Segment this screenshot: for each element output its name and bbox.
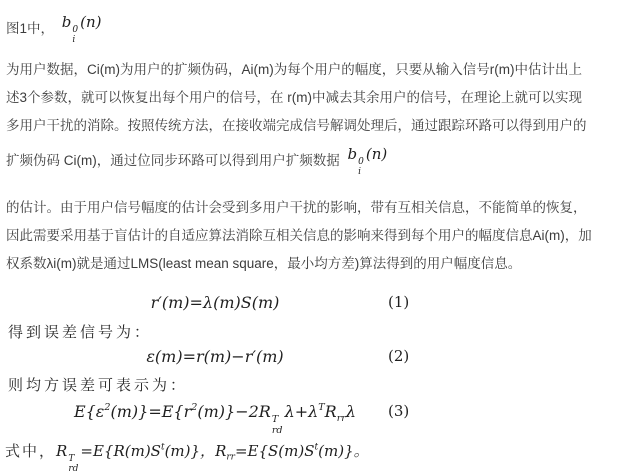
- paragraph-line-text: 扩频伪码 Ci(m)，通过位同步环路可以得到用户扩频数据: [6, 153, 340, 168]
- formula-arg: (n): [365, 145, 388, 163]
- paragraph-line: 权系数λi(m)就是通过LMS(least mean square，最小均方差)算法得到的用户幅度信息。: [6, 256, 522, 271]
- paragraph-line: 多用户干扰的消除。按照传统方法，在接收端完成信号解调处理后，通过跟踪环路可以得到用户的: [6, 118, 587, 133]
- eq3-epsilon: ε: [95, 402, 105, 422]
- formula-base: b: [347, 145, 358, 163]
- footer-text: =E{R(m)S: [80, 442, 161, 460]
- eq3-r: r: [183, 402, 192, 422]
- intro-text: 图1中，: [6, 21, 55, 36]
- footer-text: =E{S(m)S: [234, 442, 315, 460]
- footer-text: (m)}。: [318, 442, 369, 460]
- eq3-R-sub: rr: [336, 413, 346, 425]
- formula-sup: 0: [358, 156, 364, 167]
- eq3-R-sup: T: [271, 414, 279, 426]
- footer-text: (m)}，: [164, 442, 216, 460]
- footer-R-matrix: R: [56, 442, 68, 460]
- inline-formula-bn-mid: [348, 140, 388, 178]
- eq3-lambda-sup: T: [318, 402, 325, 413]
- equation-2: [0, 347, 460, 366]
- eq3-R-supsub: [272, 414, 283, 436]
- formula-sub: i: [358, 167, 362, 178]
- eq3-text: λ: [345, 402, 357, 422]
- paragraph-line-with-formula: [6, 140, 617, 178]
- paragraph-1: [6, 56, 617, 178]
- footer-sup: t: [160, 442, 165, 453]
- footer-R-sup: T: [68, 453, 75, 464]
- paragraph-line: 述3个参数，就可以恢复出每个用户的信号，在 r(m)中减去其余用户的信号，在理论上就可以实现: [6, 90, 582, 105]
- label-error-signal: 得到误差信号为：: [8, 323, 153, 341]
- footer-R-sub: rr: [226, 452, 235, 463]
- formula-sup: 0: [72, 24, 79, 35]
- formula-base: b: [61, 13, 72, 31]
- formula-supsub: [72, 25, 78, 46]
- footer-sup: t: [314, 442, 319, 453]
- label-mse: 则均方误差可表示为：: [8, 376, 189, 394]
- eq3-sup: 2: [191, 402, 198, 413]
- intro-line: [6, 8, 102, 46]
- equation-1-body: r′(m)=λ(m)S(m): [150, 293, 280, 312]
- paragraph-2: [6, 194, 617, 278]
- footer-R-sub: rd: [68, 464, 79, 471]
- equation-2-body: ε(m)=r(m)−r′(m): [146, 347, 284, 366]
- eq3-text: (m)}=E{: [110, 402, 184, 422]
- paragraph-line: 因此需要采用基于盲估计的自适应算法消除互相关信息的影响来得到每个用户的幅度信息Ai(m)，加: [6, 228, 592, 243]
- paragraph-line: 的估计。由于用户信号幅度的估计会受到多用户干扰的影响，带有互相关信息，不能简单的恢复，: [6, 200, 587, 215]
- footer-R-matrix: R: [215, 442, 227, 460]
- eq3-text: E{: [73, 402, 96, 422]
- eq3-sup: 2: [104, 402, 111, 413]
- eq3-text: (m)}−2: [197, 402, 259, 422]
- eq3-R-matrix: R: [258, 402, 271, 422]
- formula-sub: i: [72, 35, 76, 46]
- eq3-text: λ+λ: [284, 402, 319, 422]
- eq3-R-matrix: R: [324, 402, 337, 422]
- formula-supsub: [358, 157, 364, 178]
- equation-3: [0, 402, 490, 437]
- footer-R-supsub: [68, 454, 78, 471]
- formula-arg: (n): [80, 13, 102, 31]
- equation-2-number: (2): [388, 347, 410, 365]
- equation-1-number: (1): [388, 293, 410, 311]
- equation-3-number: (3): [388, 402, 410, 420]
- eq3-R-sub: rd: [271, 425, 283, 437]
- paragraph-line: 为用户数据，Ci(m)为用户的扩频伪码，Ai(m)为每个用户的幅度，只要从输入信号r(m)中估计出上: [6, 62, 582, 77]
- inline-formula-bn-top: [62, 8, 102, 46]
- footer-lead: 式中，: [5, 442, 57, 460]
- equation-1: [0, 293, 460, 312]
- footer-definitions: [5, 440, 369, 471]
